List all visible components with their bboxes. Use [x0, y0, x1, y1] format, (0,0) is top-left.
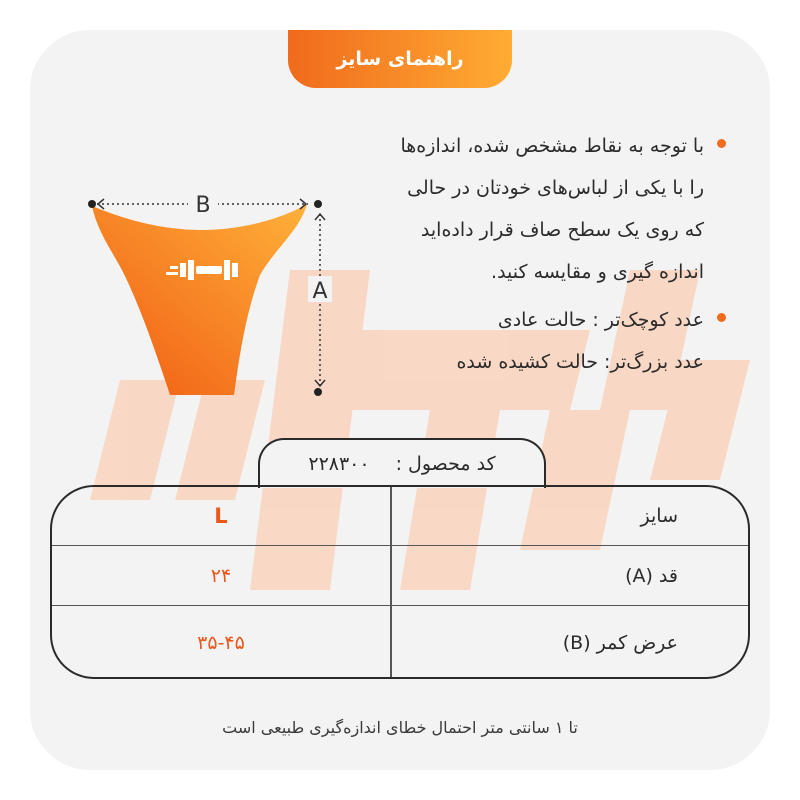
product-code — [258, 438, 546, 488]
garment-diagram — [52, 160, 328, 410]
size-guide-card — [30, 30, 770, 770]
table-header-row — [52, 487, 748, 545]
waist-value: ۳۵-۴۵ — [197, 632, 245, 654]
instruction-measure: با توجه به نقاط مشخص شده، اندازه‌ها را با یکی از لباس‌های خودتان در حالی که روی یک سطح صاف قرار داده‌اید اندازه گیری و مقایسه کنید. — [290, 125, 730, 293]
table-row — [52, 605, 748, 680]
size-value: L — [214, 504, 228, 528]
product-code-label: کد محصول : — [395, 453, 496, 475]
page-title: راهنمای سایز — [288, 30, 512, 88]
size-header-label: سایز — [640, 505, 678, 527]
product-code-value: ۲۲۸۳۰۰ — [308, 453, 370, 475]
bullet-dot — [717, 313, 726, 322]
instruction-values: عدد کوچک‌تر : حالت عادی عدد بزرگ‌تر: حالت کشیده شده — [290, 299, 730, 383]
measurement-label-a: A — [312, 279, 328, 304]
measurement-label-b: B — [195, 193, 211, 218]
size-table — [50, 485, 750, 679]
bullet-dot — [717, 139, 726, 148]
garment-shape — [92, 204, 307, 395]
length-label: قد (A) — [625, 565, 678, 587]
instructions — [290, 125, 730, 383]
length-value: ۲۴ — [210, 565, 232, 587]
measurement-note: تا ۱ سانتی متر احتمال خطای اندازه‌گیری طبیعی است — [222, 718, 578, 737]
table-row — [52, 545, 748, 606]
waist-label: عرض کمر (B) — [562, 632, 678, 654]
